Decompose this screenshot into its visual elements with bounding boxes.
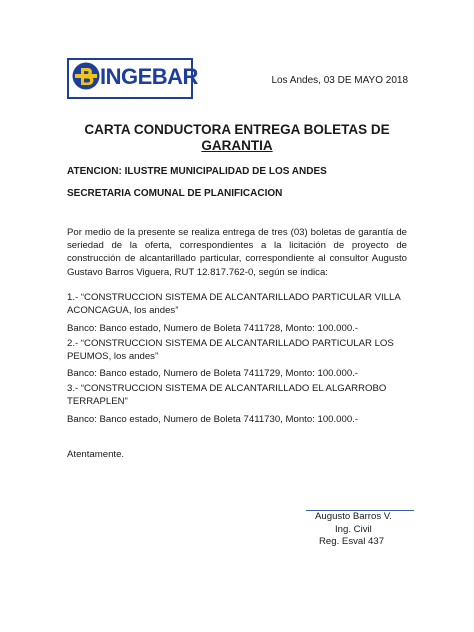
title-line-1: CARTA CONDUCTORA ENTREGA BOLETAS DE <box>84 122 390 137</box>
item-1-title-line-1: 1.- “CONSTRUCCION SISTEMA DE ALCANTARILLADO PARTICULAR VILLA <box>67 292 401 303</box>
item-2-bank-details: Banco: Banco estado, Numero de Boleta 7411729, Monto: 100.000.- <box>67 368 359 379</box>
letter-date: Los Andes, 03 DE MAYO 2018 <box>271 75 408 86</box>
item-1-title-line-2: ACONCAGUA, los andes” <box>67 305 179 316</box>
closing-salutation: Atentamente. <box>67 449 125 460</box>
item-3-title-line-2: TERRAPLEN” <box>67 396 128 407</box>
item-2-title-line-1: 2.- “CONSTRUCCION SISTEMA DE ALCANTARILLADO PARTICULAR LOS <box>67 338 394 349</box>
intro-paragraph: Por medio de la presente se realiza entrega de tres (03) boletas de garantía de seriedad de la oferta, correspondientes a la licitación de proyecto de construcción de alcantarillado particular, correspondiente al consultor Augusto Gustavo Barros Viguera, RUT 12.817.762-0, según se indica: <box>67 227 407 278</box>
item-3-bank-details: Banco: Banco estado, Numero de Boleta 7411730, Monto: 100.000.- <box>67 414 359 425</box>
signer-name: Augusto Barros V. <box>315 511 392 522</box>
signer-registration: Reg. Esval 437 <box>319 536 385 547</box>
letter-title <box>70 122 404 154</box>
item-1-bank-details: Banco: Banco estado, Numero de Boleta 7411728, Monto: 100.000.- <box>67 323 359 334</box>
company-logo <box>67 58 198 99</box>
attention-department: SECRETARIA COMUNAL DE PLANIFICACION <box>67 188 283 199</box>
attention-recipient: ATENCION: ILUSTRE MUNICIPALIDAD DE LOS ANDES <box>67 166 327 177</box>
logo-wordmark: INGEBAR <box>100 64 198 89</box>
title-line-2: GARANTIA <box>201 138 273 153</box>
item-2-title-line-2: PEUMOS, los andes” <box>67 351 159 362</box>
item-3-title-line-1: 3.- “CONSTRUCCION SISTEMA DE ALCANTARILLADO EL ALGARROBO <box>67 383 387 394</box>
signer-title: Ing. Civil <box>335 524 372 535</box>
ingebar-b-icon <box>72 62 100 90</box>
